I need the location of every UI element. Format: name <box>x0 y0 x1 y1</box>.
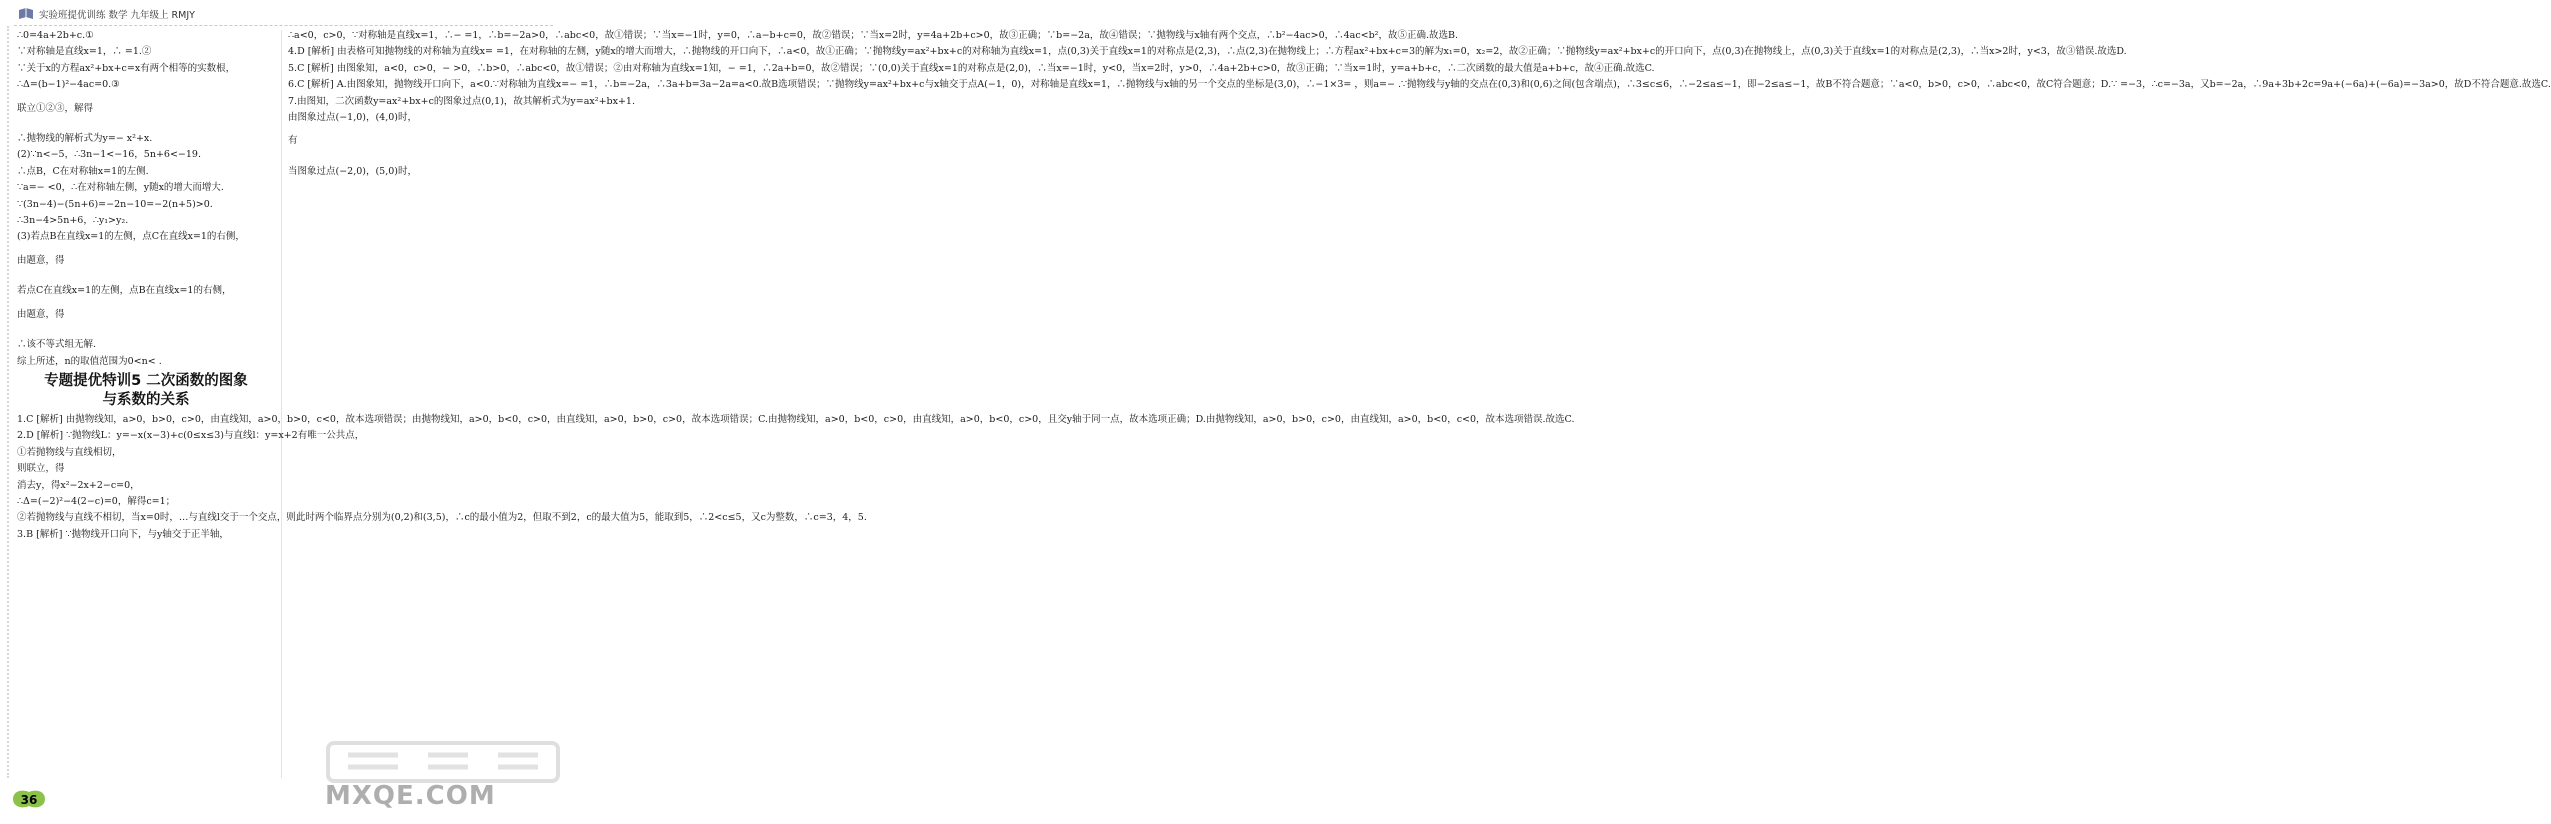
text-line: 当图象过点(−2,0)，(5,0)时， <box>288 165 418 177</box>
text-line: 有 <box>288 135 298 147</box>
text-line: ∴0=4a+2b+c.① <box>17 30 94 41</box>
header-title: 实验班提优训练 数学 九年级上 RMJY <box>39 10 195 21</box>
text-line: (3)若点B在直线x=1的左侧，点C在直线x=1的右侧， <box>17 231 245 243</box>
answer-2: 2.D [解析] ∵抛物线L：y=−x(x−3)+c(0≤x≤3)与直线l：y=x+2有唯一公共点， <box>17 430 365 442</box>
answer-7: 7.由图知，二次函数y=ax²+bx+c的图象过点(0,1)，故其解析式为y=ax²+bx+1. <box>288 95 636 107</box>
text-line: ∵(3n−4)−(5n+6)=−2n−10=−2(n+5)>0. <box>17 198 213 210</box>
text-line: ∵关于x的方程ax²+bx+c=x有两个相等的实数根， <box>17 62 236 74</box>
answer-4: 4.D [解析] 由表格可知抛物线的对称轴为直线x= =1，在对称轴的左侧，y随x的增大而增大，∴抛物线的开口向下，∴a<0，故①正确；∵抛物线y=ax²+bx+c的对称轴为直线x=1，点(0,3)关于直线x=1的对称点是(2,3)，∴点(2,3)在抛物线上；∴方程ax²+bx+c=3的解为x₁=0，x₂=2，故②正确；∵抛物线y=ax²+bx+c的开口向下，点(0,3)在抛物线上，点(0,3)关于直线x=1的对称点是(2,3)，∴当x>2时，y<3，故③错误.故选D. <box>288 46 2127 58</box>
text-line: ∴抛物线的解析式为y=− x²+x. <box>17 133 153 145</box>
column-divider <box>281 30 282 778</box>
text-line: ∴3n−4>5n+6，∴y₁>y₂. <box>17 215 129 227</box>
page-number: 36 <box>20 793 38 807</box>
text-line: 联立①②③，解得 <box>17 102 94 114</box>
text-line: 由图象过点(−1,0)，(4,0)时， <box>288 112 418 124</box>
section-title-line1: 专题提优特训5 二次函数的图象 <box>44 372 248 389</box>
text-line: 若点C在直线x=1的左侧，点B在直线x=1的右侧， <box>17 285 232 297</box>
text-line: 由题意，得 <box>17 254 65 266</box>
header-rule <box>14 25 553 26</box>
answer-5: 5.C [解析] 由图象知，a<0，c>0，− >0，∴b>0，∴abc<0，故①错误；②由对称轴为直线x=1知，− =1，∴2a+b=0，故②错误；∵(0,0)关于直线x=1的对称点是(2,0)，∴当x=−1时，y<0，当x=2时，y>0，∴4a+2b+c>0，故③正确；∵当x=1时，y=a+b+c，∴二次函数的最大值是a+b+c，故④正确.故选C. <box>288 62 1655 74</box>
binding-margin <box>7 26 9 778</box>
text-line: ∴点B，C在对称轴x=1的左侧. <box>17 165 149 177</box>
watermark-text: MXQE.COM <box>325 781 496 811</box>
text-line: ∵对称轴是直线x=1，∴ =1.② <box>17 46 152 58</box>
right-column <box>288 28 2551 180</box>
answer-6: 6.C [解析] A.由图象知，抛物线开口向下，a<0.∵对称轴为直线x=− =1，∴b=−2a，∴3a+b=3a−2a=a<0.故B选项错误；∵抛物线y=ax²+bx+c与x轴交于点A(−1，0)，对称轴是直线x=1，∴抛物线与x轴的另一个交点的坐标是(3,0)，∴−1×3= ，则a=− .∵抛物线与y轴的交点在(0,3)和(0,6)之间(包含端点)，∴3≤c≤6，∴−2≤a≤−1，即−2≤a≤−1，故B不符合题意；∵a<0，b>0，c>0，∴abc<0，故C符合题意；D.∵ =−3，∴c=−3a，又b=−2a，∴9a+3b+2c=9a+(−6a)+(−6a)=−3a>0，故D不符合题意.故选C. <box>288 79 2551 91</box>
text-line: 消去y，得x²−2x+2−c=0， <box>17 479 140 491</box>
text-line: 综上所述，n的取值范围为0<n< . <box>17 355 162 367</box>
book-logo-icon <box>18 7 34 21</box>
answer-3: 3.B [解析] ∵抛物线开口向下，与y轴交于正半轴， <box>17 528 229 540</box>
text-line: ∴该不等式组无解. <box>17 339 97 351</box>
text-line: ∴Δ=(−2)²−4(2−c)=0，解得c=1； <box>17 495 176 507</box>
page-number-badge <box>10 786 48 812</box>
section-title-line2: 与系数的关系 <box>102 391 190 408</box>
text-line: 由题意，得 <box>17 308 65 320</box>
text-line: 则联立，得 <box>17 463 65 475</box>
text-line: (2)∵n<−5，∴3n−1<−16，5n+6<−19. <box>17 149 201 161</box>
section-title <box>17 372 275 410</box>
text-line: ∴Δ=(b−1)²−4ac=0.③ <box>17 79 120 91</box>
text-line: ①若抛物线与直线相切， <box>17 446 122 458</box>
answer-1: 1.C [解析] 由抛物线知，a>0，b>0，c>0，由直线知，a>0，b>0，c<0，故本选项错误；由抛物线知，a>0，b<0，c>0，由直线知，a>0，b>0，c>0，故本选项错误；C.由抛物线知，a>0，b<0，c>0，由直线知，a>0，b<0，c>0，且交y轴于同一点，故本选项正确；D.由抛物线知，a>0，b>0，c>0，由直线知，a>0，b<0，c<0，故本选项错误.故选C. <box>17 413 1575 425</box>
page-header <box>18 4 195 24</box>
text-line: ∵a=− <0，∴在对称轴左侧，y随x的增大而增大. <box>17 182 224 194</box>
text-line: ∴a<0，c>0，∵对称轴是直线x=1，∴− =1，∴b=−2a>0，∴abc<0，故①错误；∵当x=−1时，y=0，∴a−b+c=0，故②错误；∵当x=2时，y=4a+2b+c>0，故③正确；∵b=−2a，故④错误；∵抛物线与x轴有两个交点，∴b²−4ac>0，∴4ac<b²，故⑤正确.故选B. <box>288 30 1459 41</box>
text-line: ②若抛物线与直线不相切，当x=0时，…与直线l交于一个交点，则此时两个临界点分别为(0,2)和(3,5)，∴c的最小值为2，但取不到2，c的最大值为5，能取到5，∴2<c≤5，又c为整数，∴c=3，4，5. <box>17 512 867 524</box>
